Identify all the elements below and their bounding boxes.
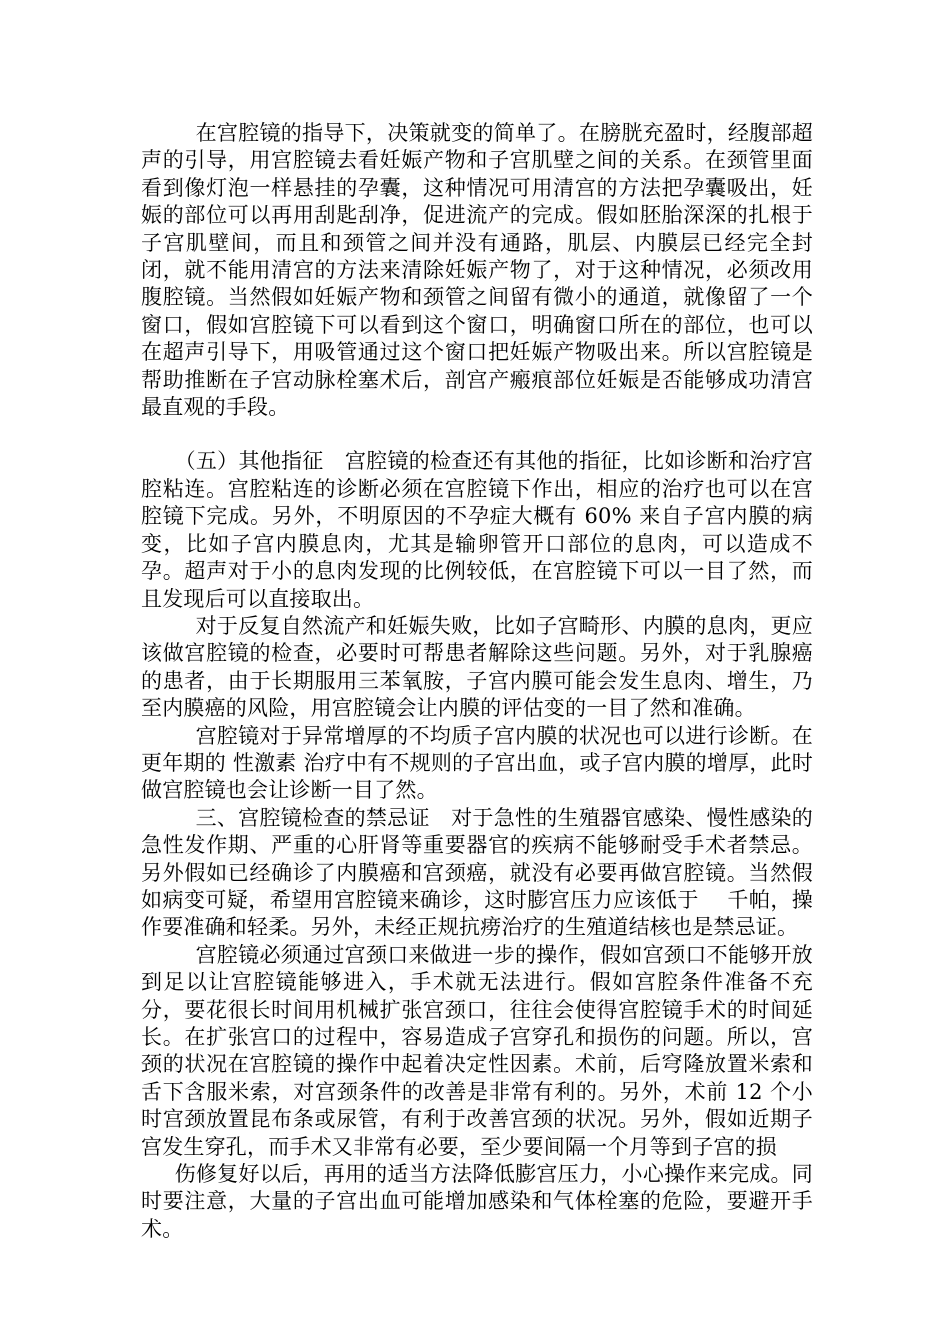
- paragraph-other-indications: （五）其他指征 宫腔镜的检查还有其他的指征，比如诊断和治疗宫腔粘连。宫腔粘连的诊断必须在宫腔镜下作出，相应的治疗也可以在宫腔镜下完成。另外，不明原因的不孕症大概有 60% 来自子宫内膜的病变，比如子宫内膜息肉，尤其是输卵管开口部位的息肉，可以造成不孕。超声对于小的息肉发现的比例较低，在宫腔镜下可以一目了然，而且发现后可以直接取出。: [141, 449, 813, 611]
- paragraph-contraindications: 三、宫腔镜检查的禁忌证 对于急性的生殖器官感染、慢性感染的急性发作期、严重的心肝肾等重要器官的疾病不能够耐受手术者禁忌。另外假如已经确诊了内膜癌和宫颈癌，就没有必要再做宫腔镜。当然假如病变可疑，希望用宫腔镜来确诊，这时膨宫压力应该低于 千帕，操作要准确和轻柔。另外，未经正规抗痨治疗的生殖道结核也是禁忌证。: [141, 805, 813, 940]
- paragraph-cervical-preparation: 宫腔镜必须通过宫颈口来做进一步的操作，假如宫颈口不能够开放到足以让宫腔镜能够进入，手术就无法进行。假如宫腔条件准备不充分，要花很长时间用机械扩张宫颈口，往往会使得宫腔镜手术的时间延长。在扩张宫口的过程中，容易造成子宫穿孔和损伤的问题。所以，宫颈的状况在宫腔镜的操作中起着决定性因素。术前，后穹隆放置米索和舌下含服米索，对宫颈条件的改善是非常有利的。另外，术前 12 个小时宫颈放置昆布条或尿管，有利于改善宫颈的状况。另外，假如近期子宫发生穿孔，而手术又非常有必要，至少要间隔一个月等到子宫的损: [141, 942, 813, 1159]
- document-page: [141, 120, 813, 1243]
- paragraph-recurrent-miscarriage: 对于反复自然流产和妊娠失败，比如子宫畸形、内膜的息肉，更应该做宫腔镜的检查，必要时可帮患者解除这些问题。另外，对于乳腺癌的患者，由于长期服用三苯氧胺，子宫内膜可能会发生息肉、增生，乃至内膜癌的风险，用宫腔镜会让内膜的评估变的一目了然和准确。: [141, 613, 813, 721]
- paragraph-hysteroscopy-guidance: 在宫腔镜的指导下，决策就变的简单了。在膀胱充盈时，经腹部超声的引导，用宫腔镜去看妊娠产物和子宫肌壁之间的关系。在颈管里面看到像灯泡一样悬挂的孕囊，这种情况可用清宫的方法把孕囊吸出，妊娠的部位可以再用刮匙刮净，促进流产的完成。假如胚胎深深的扎根于子宫肌壁间，而且和颈管之间并没有通路，肌层、内膜层已经完全封闭，就不能用清宫的方法来清除妊娠产物了，对于这种情况，必须改用腹腔镜。当然假如妊娠产物和颈管之间留有微小的通道，就像留了一个窗口，假如宫腔镜下可以看到这个窗口，明确窗口所在的部位，也可以在超声引导下，用吸管通过这个窗口把妊娠产物吸出来。所以宫腔镜是帮助推断在子宫动脉栓塞术后，剖宫产瘢痕部位妊娠是否能够成功清宫最直观的手段。: [141, 121, 813, 420]
- paragraph-continuation: 伤修复好以后，再用的适当方法降低膨宫压力，小心操作来完成。同时要注意，大量的子宫出血可能增加感染和气体栓塞的危险，要避开手术。: [141, 1162, 813, 1241]
- paragraph-endometrial-thickening: 宫腔镜对于异常增厚的不均质子宫内膜的状况也可以进行诊断。在更年期的 性激素 治疗中有不规则的子宫出血，或子宫内膜的增厚，此时做宫腔镜也会让诊断一目了然。: [141, 723, 813, 803]
